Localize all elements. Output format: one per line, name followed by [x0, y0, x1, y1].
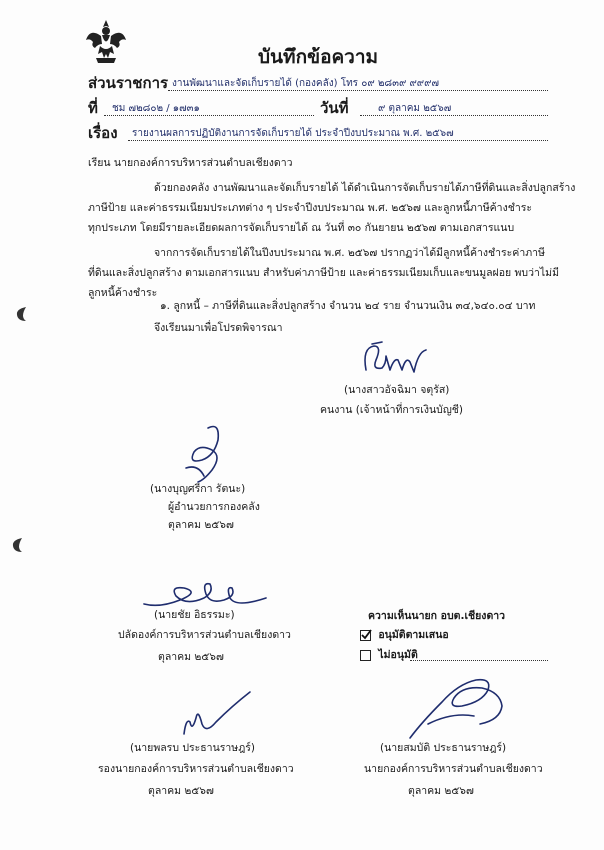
sig5-name: (นายสมบัติ ประธานราษฎร์)	[380, 742, 507, 754]
scan-smudge	[10, 536, 24, 554]
paragraph-1-line-1: ด้วยกองคลัง งานพัฒนาและจัดเก็บรายได้ ได้ดำเนินการจัดเก็บรายได้ภาษีที่ดินและสิ่งปลูกสร้าง	[154, 182, 576, 194]
dept-value: งานพัฒนาและจัดเก็บรายได้ (กองคลัง) โทร ๐๙ ๒๘๓๙ ๙๙๙๗	[172, 78, 439, 89]
date-dotline	[360, 115, 548, 116]
sig2-position: ผู้อำนวยการกองคลัง	[168, 501, 260, 513]
signature-1	[352, 340, 442, 382]
paragraph-1-line-3: ทุกประเภท โดยมีรายละเอียดผลการจัดเก็บรายได้ ณ วันที่ ๓๐ กันยายน ๒๕๖๗ ตามเอกสารแนบ	[88, 222, 515, 234]
subject-value: รายงานผลการปฏิบัติงานการจัดเก็บรายได้ ประจำปีงบประมาณ พ.ศ. ๒๕๖๗	[132, 128, 454, 139]
sig3-position: ปลัดองค์การบริหารส่วนตำบลเชียงดาว	[118, 629, 291, 641]
doc-no-label: ที่	[88, 99, 98, 117]
sig2-date: ตุลาคม ๒๕๖๗	[168, 519, 234, 531]
sig3-name: (นายชัย อิธรรมะ)	[154, 609, 235, 621]
sig2-name: (นางบุญศรีกา รัตนะ)	[150, 483, 246, 495]
approve-checkbox[interactable]	[360, 630, 371, 641]
approve-option[interactable]	[360, 628, 449, 642]
paragraph-2-line-2: ที่ดินและสิ่งปลูกสร้าง ตามเอกสารแนบ สำหรับค่าภาษีป้าย และค่าธรรมเนียมเก็บและขนมูลฝอย พบว่าไม่มี	[88, 267, 560, 279]
doc-no-dotline	[104, 115, 314, 116]
closing-line: จึงเรียนมาเพื่อโปรดพิจารณา	[154, 322, 283, 334]
dept-label: ส่วนราชการ	[88, 74, 169, 92]
reject-checkbox[interactable]	[360, 650, 371, 661]
opinion-title: ความเห็นนายก อบต.เชียงดาว	[368, 610, 506, 622]
date-label: วันที่	[320, 99, 349, 117]
sig4-date: ตุลาคม ๒๕๖๗	[148, 785, 214, 797]
approve-label: อนุมัติตามเสนอ	[378, 629, 449, 641]
sig1-name: (นางสาวอัจฉิมา จตุรัส)	[344, 384, 450, 396]
page-title: บันทึกข้อความ	[258, 46, 379, 68]
subject-dotline	[128, 140, 548, 141]
subject-label: เรื่อง	[88, 124, 118, 142]
sig4-name: (นายพลรบ ประธานราษฎร์)	[130, 742, 255, 754]
sig4-position: รองนายกองค์การบริหารส่วนตำบลเชียงดาว	[98, 763, 294, 775]
sig5-date: ตุลาคม ๒๕๖๗	[408, 785, 474, 797]
sig5-position: นายกองค์การบริหารส่วนตำบลเชียงดาว	[364, 763, 543, 775]
paragraph-2-line-1: จากการจัดเก็บรายได้ในปีงบประมาณ พ.ศ. ๒๕๖๗ ปรากฏว่าได้มีลูกหนี้ค้างชำระค่าภาษี	[154, 247, 545, 259]
signature-2	[168, 420, 248, 490]
signature-4	[176, 688, 256, 740]
paragraph-1-line-2: ภาษีป้าย และค่าธรรมเนียมประเภทต่าง ๆ ประจำปีงบประมาณ พ.ศ. ๒๕๖๗ และลูกหนี้ภาษีค้างชำระ	[88, 202, 533, 214]
scan-smudge	[14, 305, 28, 323]
doc-no-value: ชม ๗๒๘๐๒ / ๑๗๓๑	[112, 103, 200, 114]
date-value: ๙ ตุลาคม ๒๕๖๗	[378, 103, 452, 114]
paragraph-2-line-3: ลูกหนี้ค้างชำระ	[88, 287, 158, 299]
signature-5	[392, 672, 512, 744]
checkmark-icon	[361, 629, 372, 640]
debtor-item-1: ๑. ลูกหนี้ – ภาษีที่ดินและสิ่งปลูกสร้าง จำนวน ๒๔ ราย จำนวนเงิน ๓๔,๖๔๐.๐๔ บาท	[160, 300, 536, 312]
reject-dotline	[410, 660, 548, 661]
sig1-position: คนงาน (เจ้าหน้าที่การเงินบัญชี)	[320, 404, 464, 416]
dept-dotline	[168, 90, 548, 91]
reject-label: ไม่อนุมัติ	[378, 649, 418, 661]
sig3-date: ตุลาคม ๒๕๖๗	[158, 651, 224, 663]
salutation: เรียน นายกองค์การบริหารส่วนตำบลเชียงดาว	[88, 157, 293, 169]
garuda-emblem-icon	[84, 18, 128, 66]
